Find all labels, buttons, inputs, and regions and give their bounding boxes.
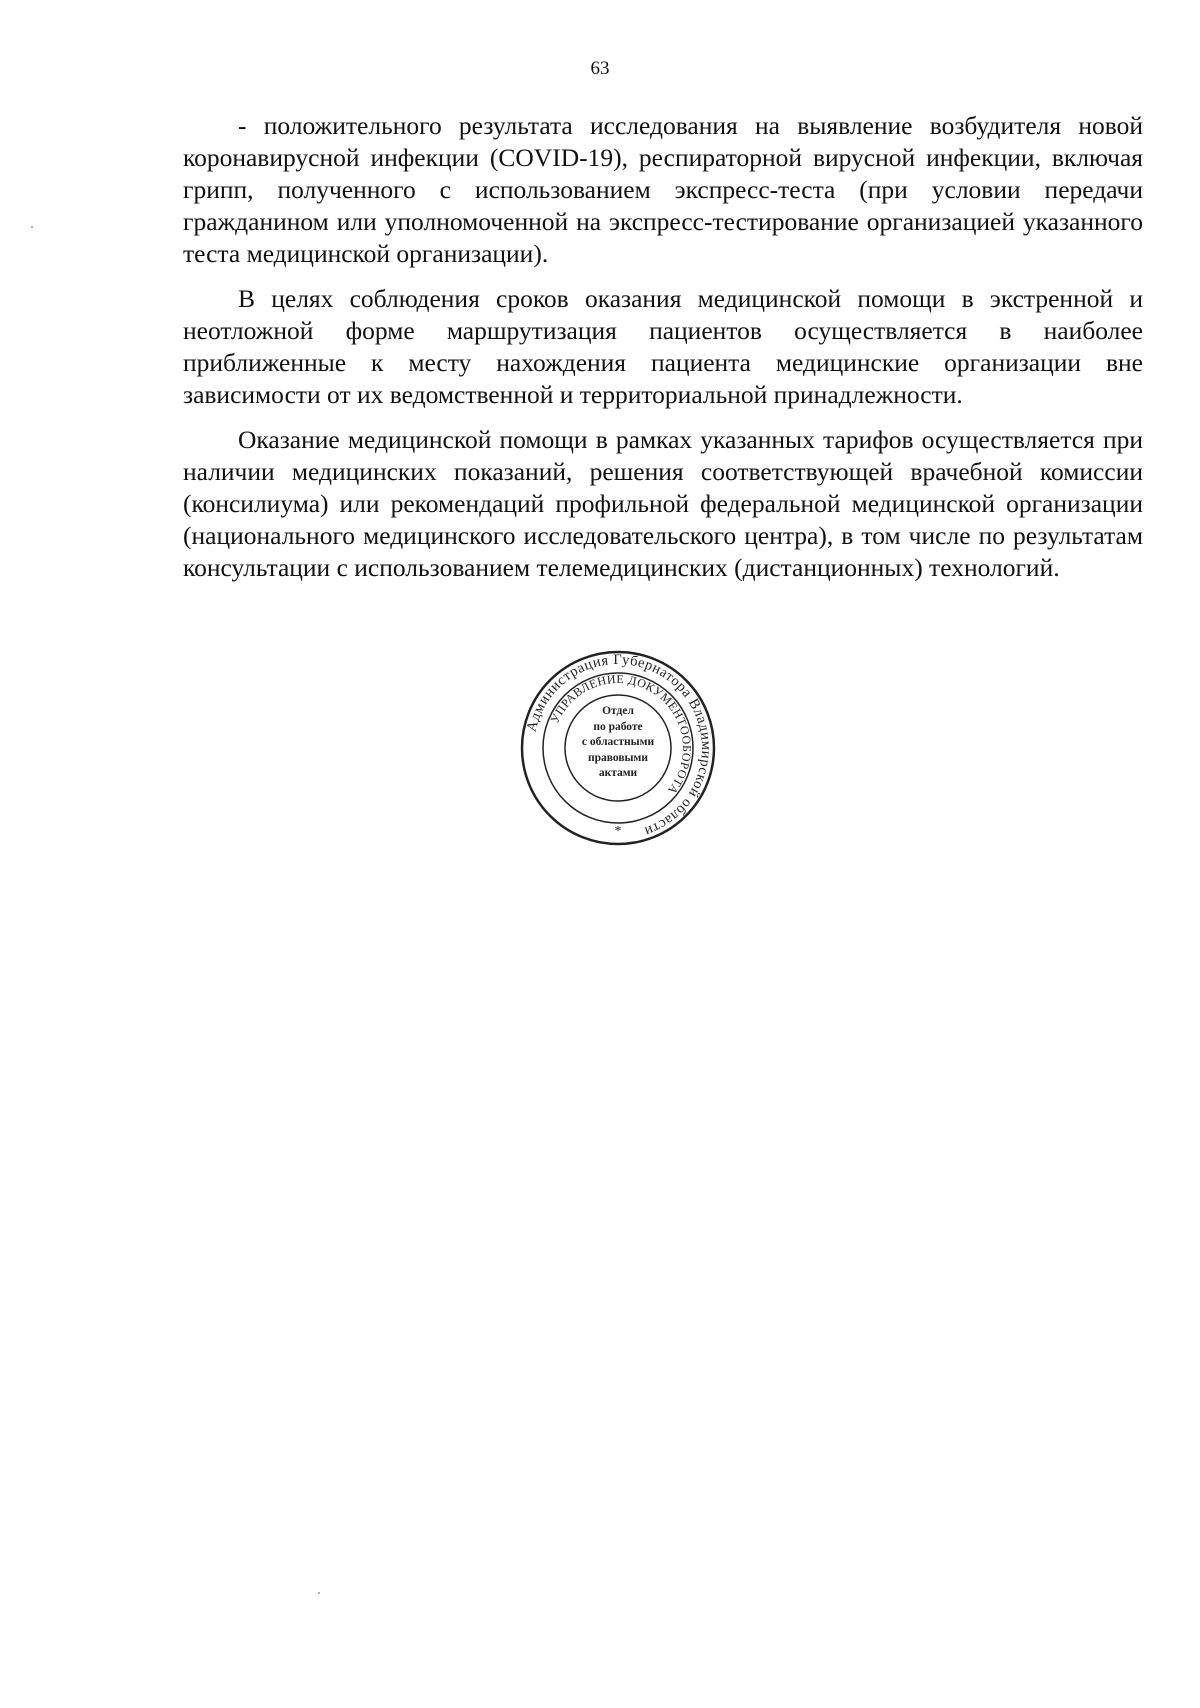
seal-star: * xyxy=(614,824,622,839)
seal-center-line: с областными xyxy=(581,736,655,748)
paragraph-3: Оказание медицинской помощи в рамках указанных тарифов осуществляется при наличии медицинских показаний, решения соответствующей врачебной комиссии (консилиума) или рекомендаций профильной федеральной медицинской организации (национального медицинского исследовательского центра), в том числе по результатам консультации с использованием телемедицинских (дистанционных) технологий. xyxy=(183,425,1143,582)
scan-artifact-dot xyxy=(318,1592,320,1594)
paragraph-2: В целях соблюдения сроков оказания медицинской помощи в экстренной и неотложной форме маршрутизация пациентов осуществляется в наиболее приближенные к месту нахождения пациента медицинские организации вне зависимости от их ведомственной и территориальной принадлежности. xyxy=(183,284,1143,409)
seal-center-line: по работе xyxy=(593,720,643,733)
seal-center-line: актами xyxy=(598,767,638,779)
seal-outer-text: Администрация Губернатора Владимирской области xyxy=(523,651,715,840)
paragraph-1: - положительного результата исследования на выявление возбудителя новой коронавирусной инфекции (COVID-19), респираторной вирусной инфекции, включая грипп, полученного с использованием экспресс-теста (при условии передачи гражданином или уполномоченной на экспресс-тестирование организацией указанного теста медицинской организации). xyxy=(183,111,1143,268)
seal-inner-text: УПРАВЛЕНИЕ ДОКУМЕНТООБОРОТА xyxy=(547,671,695,798)
seal-center-text xyxy=(576,704,660,782)
scan-artifact-dot xyxy=(31,226,33,228)
official-seal xyxy=(518,648,718,848)
seal-center-line: Отдел xyxy=(602,705,634,717)
page-number: 63 xyxy=(590,58,610,79)
seal-center-line: правовыми xyxy=(587,751,648,764)
